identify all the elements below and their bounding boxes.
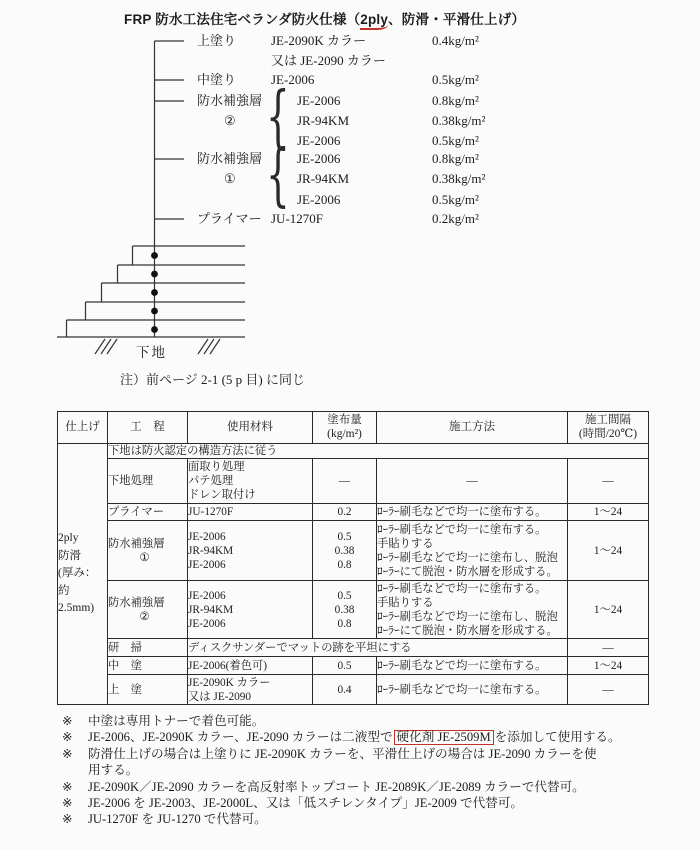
hatch-left-icon [95,339,117,354]
substrate-label: 下地 [136,345,167,360]
layer-label-topcoat: 上塗り [197,33,237,48]
material-name: JR-94KM [297,113,350,128]
step-line-3 [102,283,246,302]
finish-line: 2ply [58,532,79,545]
table-row-grinding [58,639,649,657]
coverage-amount: 0.2kg/m² [432,211,479,226]
material-line: JE-2006 [188,617,226,630]
material-line: JE-2090K カラー [188,676,271,689]
process-cell: 中 塗 [108,657,188,675]
step-line-1 [133,246,246,265]
footnote-6 [57,812,677,827]
circled-number-2: ② [139,610,150,623]
amount-cell [313,581,377,639]
material-cell [188,459,313,504]
coverage-amount: 0.4kg/m² [432,33,479,48]
amount-line: 0.38 [334,603,355,616]
process-cell [108,581,188,639]
brace-left-icon: { [266,136,290,215]
footnote-3-continuation [57,763,677,778]
interval-cell: 1～24 [568,504,649,521]
circled-number-2: ② [224,113,236,128]
finish-cell [58,444,108,705]
layer-label-primer: プライマー [197,211,262,226]
amount-line: 0.5 [337,589,352,602]
header-process: 工 程 [108,412,188,444]
process-cell: 上 塗 [108,675,188,705]
method-line: ﾛｰﾗｰにて脱泡・防水層を形成する。 [377,624,558,637]
footnote-marker: ※ [62,780,73,794]
finish-line: 約 2.5mm) [58,584,95,615]
header-material: 使用材料 [188,412,313,444]
amount-line: 0.8 [337,558,352,571]
material-name: JE-2006 [271,72,315,87]
amount-line: 0.8 [337,617,352,630]
hatch-right-icon [198,339,220,354]
table-row-surface-prep [58,459,649,504]
header-method: 施工方法 [377,412,568,444]
method-line: ﾛｰﾗｰにて脱泡・防水層を形成する。 [377,565,558,578]
material-line: JR-94KM [188,544,234,557]
method-line: 手貼りする [377,596,434,609]
footnote-1 [57,714,677,729]
interval-cell: — [568,639,649,657]
process-cell: 下地処理 [108,459,188,504]
footnote-text: 用する。 [88,763,139,777]
layer-dot [151,289,158,296]
title-highlight-2ply: 2ply [360,12,388,30]
material-line: JE-2006 [188,558,226,571]
material-line: ドレン取付け [188,489,256,501]
process-cell: プライマー [108,504,188,521]
method-cell [377,521,568,581]
coverage-amount: 0.38kg/m² [432,171,486,186]
material-line: JE-2006 [188,530,226,543]
coverage-amount: 0.5kg/m² [432,133,479,148]
material-line: 面取り処理 [188,461,245,473]
grinding-note-cell: ディスクサンダーでマットの跡を平坦にする [188,639,568,657]
material-name: JE-2006 [297,133,341,148]
coverage-amount: 0.8kg/m² [432,151,479,166]
brace-left-icon: { [266,78,290,157]
material-name: 又は JE-2090 カラー [271,53,386,68]
table-row-midcoat [58,657,649,675]
layer-label-reinforce-2: 防水補強層 [197,93,263,108]
table-row-substrate-note [58,444,649,459]
amount-cell: 0.2 [313,504,377,521]
method-line: ﾛｰﾗｰ刷毛などで均一に塗布する。 [377,582,547,595]
layer-dot [151,326,158,333]
hardener-highlight-box: 硬化剤 JE-2509M [394,730,494,745]
header-amount-line1: 塗布量 [327,414,362,426]
interval-cell: 1～24 [568,521,649,581]
footnote-marker: ※ [62,730,73,744]
material-cell [188,675,313,705]
material-name: JU-1270F [271,211,324,226]
layer-dot [151,271,158,278]
process-line: 防水補強層 [108,596,165,609]
method-cell: ﾛｰﾗｰ刷毛などで均一に塗布する。 [377,504,568,521]
footnote-marker: ※ [62,714,73,728]
table-row-reinforce-2 [58,581,649,639]
method-line: ﾛｰﾗｰ刷毛などで均一に塗布し、脱泡 [377,610,558,623]
material-name: JE-2006 [297,192,341,207]
layer-dot [151,252,158,259]
table-row-reinforce-1 [58,521,649,581]
circled-number-1: ① [139,551,150,564]
material-line: 又は JE-2090 [188,690,252,703]
method-line: ﾛｰﾗｰ刷毛などで均一に塗布する。 [377,523,547,536]
footnote-text: JE-2006、JE-2090K カラー、JE-2090 カラーは二液型で [88,730,393,744]
material-name: JE-2006 [297,151,341,166]
title-prefix: FRP 防水工法住宅ベランダ防火仕様（ [124,12,361,27]
material-line: パテ処理 [188,475,234,487]
table-row-primer [58,504,649,521]
finish-line: 防滑 [58,549,81,562]
step-line-2 [118,265,246,283]
coverage-amount: 0.38kg/m² [432,113,486,128]
layer-label-reinforce-1: 防水補強層 [197,151,263,166]
interval-cell: 1～24 [568,657,649,675]
interval-cell: — [568,459,649,504]
header-amount-line2: (kg/m²) [327,427,362,440]
header-interval-line2: (時間/20℃) [578,427,638,440]
material-cell: JE-2006(着色可) [188,657,313,675]
footnote-text: を添加して使用する。 [494,730,621,744]
footnote-text: JE-2090K／JE-2090 カラーを高反射率トップコート JE-2089K／JE-2089 カラーで代替可。 [88,780,585,794]
footnote-marker: ※ [62,796,73,810]
footnote-marker: ※ [62,747,73,761]
header-amount [313,412,377,444]
method-line: 手貼りする [377,537,434,550]
footnote-text: JE-2006 を JE-2003、JE-2000L、又は「低スチレンタイプ」JE-2009 で代替可。 [88,796,523,810]
layer-label-midcoat: 中塗り [197,72,237,87]
amount-line: 0.5 [337,530,352,543]
title-suffix: 、防滑・平滑仕上げ） [388,12,526,27]
header-interval-line1: 施工間隔 [585,414,631,426]
footnote-text: 防滑仕上げの場合は上塗りに JE-2090K カラーを、平滑仕上げの場合は JE-2090 カラーを使 [88,747,597,761]
layer-dot [151,308,158,315]
coverage-amount: 0.5kg/m² [432,192,479,207]
coverage-amount: 0.8kg/m² [432,93,479,108]
note-line: 注）前ページ 2-1 (5 p 目) に同じ [120,372,305,387]
material-name: JE-2090K カラー [271,33,366,48]
footnote-5 [57,796,677,811]
material-line: JE-2006 [188,589,226,602]
header-finish: 仕上げ [58,412,108,444]
step-line-5 [67,320,246,337]
spec-table [57,411,649,705]
material-cell [188,521,313,581]
material-cell: JU-1270F [188,504,313,521]
interval-cell: — [568,675,649,705]
circled-number-1: ① [224,171,236,186]
amount-cell [313,521,377,581]
footnote-2 [57,730,677,745]
footnote-marker: ※ [62,812,73,826]
method-cell: — [377,459,568,504]
method-cell [377,581,568,639]
amount-cell: 0.5 [313,657,377,675]
process-cell: 研 掃 [108,639,188,657]
footnote-text: 中塗は専用トナーで着色可能。 [88,714,265,728]
header-interval [568,412,649,444]
footnote-4 [57,780,677,795]
amount-line: 0.38 [334,544,355,557]
material-cell [188,581,313,639]
method-cell: ﾛｰﾗｰ刷毛などで均一に塗布する。 [377,657,568,675]
step-line-4 [86,302,246,320]
footnote-text: JU-1270F を JU-1270 で代替可。 [88,812,267,826]
coverage-amount: 0.5kg/m² [432,72,479,87]
layer-dots [151,252,158,333]
page-title [124,8,525,28]
method-line: ﾛｰﾗｰ刷毛などで均一に塗布し、脱泡 [377,551,558,564]
material-name: JE-2006 [297,93,341,108]
substrate-note-cell: 下地は防火認定の構造方法に従う [108,444,649,459]
material-line: JR-94KM [188,603,234,616]
process-line: 防水補強層 [108,537,165,550]
finish-line: (厚み： [58,567,97,580]
interval-cell: 1～24 [568,581,649,639]
table-row-topcoat [58,675,649,705]
amount-cell: — [313,459,377,504]
footnote-3 [57,747,677,762]
material-name: JR-94KM [297,171,350,186]
method-cell: ﾛｰﾗｰ刷毛などで均一に塗布する。 [377,675,568,705]
process-cell [108,521,188,581]
amount-cell: 0.4 [313,675,377,705]
table-header-row [58,412,649,444]
